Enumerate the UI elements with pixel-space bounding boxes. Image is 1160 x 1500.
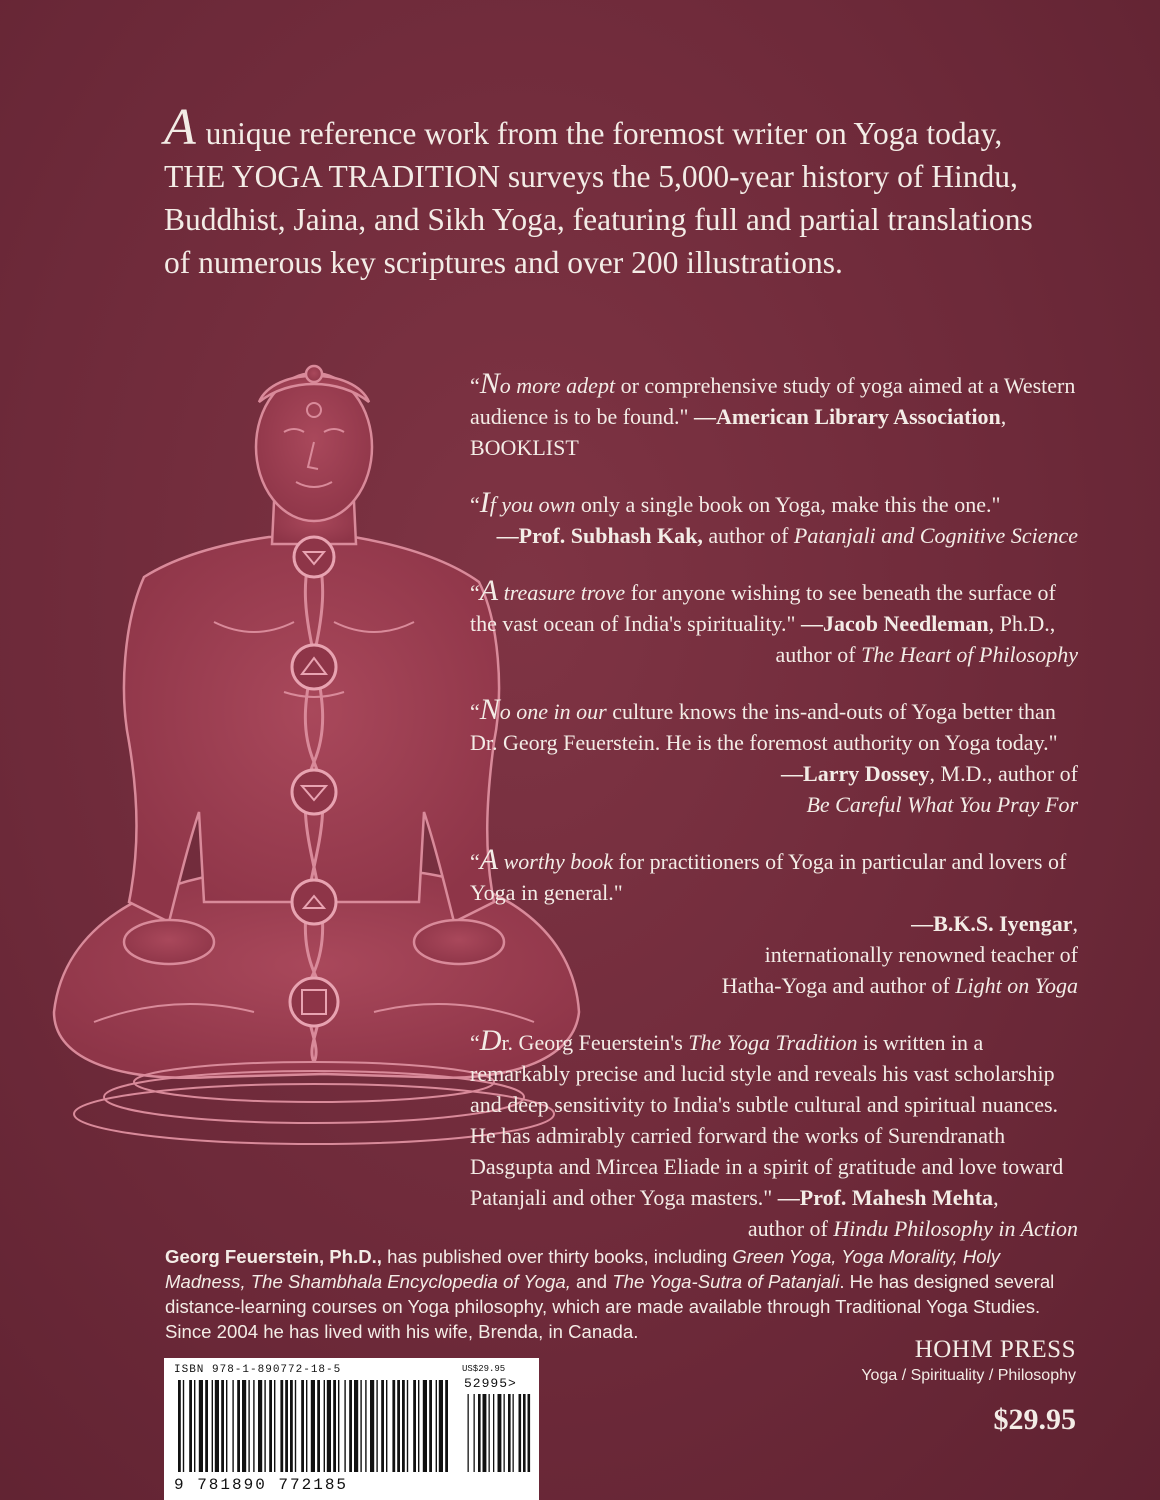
- addon-bar: [504, 1394, 505, 1472]
- barcode-bar: [221, 1380, 224, 1472]
- barcode-bar: [360, 1380, 361, 1472]
- barcode-bar: [215, 1380, 219, 1472]
- barcode-bar: [402, 1380, 405, 1472]
- quote-6-attribution: author of Hindu Philosophy in Action: [747, 1216, 1078, 1241]
- barcode-bar: [226, 1380, 227, 1472]
- barcode-bar: [264, 1380, 265, 1472]
- addon-bar: [498, 1394, 502, 1472]
- barcode-bar: [338, 1380, 339, 1472]
- addon-bar: [519, 1394, 522, 1472]
- barcode-bar: [392, 1380, 395, 1472]
- quote-6: “Dr. Georg Feuerstein's The Yoga Tradition is written in a remarkably precise and lucid style and reveals his vast scholarship and deep sensitivity to India's subtle cultural and spiritual nuances. He has admirably carried forward the works of Surendranath Dasgupta and Mircea Eliade in a spirit of gratitude and love toward Patanjali and other Yoga masters." —Prof. Mahesh Mehta, author of Hindu Philosophy in Action: [470, 1025, 1078, 1244]
- barcode-bar: [333, 1380, 336, 1472]
- barcode-bar: [381, 1380, 384, 1472]
- barcode-bar: [386, 1380, 387, 1472]
- barcode-bar: [178, 1380, 181, 1472]
- barcode-bar: [327, 1380, 331, 1472]
- barcode-bar: [423, 1380, 427, 1472]
- barcode-bar: [269, 1380, 272, 1472]
- addon-bar: [508, 1394, 511, 1472]
- addon-bar: [478, 1394, 481, 1472]
- price-label: $29.95: [993, 1403, 1076, 1436]
- quote-1: “No more adept or comprehensive study of yoga aimed at a Western audience is to be found." —American Library Association, BOOKLIST: [470, 367, 1076, 460]
- barcode-bar: [189, 1380, 192, 1472]
- barcode-bar: [248, 1380, 249, 1472]
- barcode-bars: [178, 1380, 533, 1476]
- barcode-bar: [370, 1380, 374, 1472]
- publisher-block: [861, 1336, 1076, 1437]
- barcode-bar: [344, 1380, 345, 1472]
- addon-bar: [468, 1394, 469, 1472]
- barcode-bar: [306, 1380, 307, 1472]
- quote-4-attribution: —Larry Dossey, M.D., author of Be Careful What You Pray For: [781, 761, 1078, 817]
- barcode-bar: [354, 1380, 358, 1472]
- barcode-bar: [311, 1380, 315, 1472]
- barcode-bar: [290, 1380, 293, 1472]
- barcode-bar: [397, 1380, 400, 1472]
- intro-blurb: [164, 99, 1064, 284]
- barcode-bar: [365, 1380, 366, 1472]
- barcode-digits: 9 781890 772185: [174, 1476, 349, 1494]
- barcode-bar: [436, 1380, 437, 1472]
- barcode-bar: [280, 1380, 283, 1472]
- chakra-heart: [292, 645, 336, 689]
- barcode-bar: [285, 1380, 288, 1472]
- quote-3-attribution: author of The Heart of Philosophy: [775, 642, 1078, 667]
- barcode-bar: [439, 1380, 443, 1472]
- chakra-navel: [292, 770, 336, 814]
- barcode-bar: [242, 1380, 246, 1472]
- quote-4: “No one in our culture knows the ins-and-outs of Yoga better than Dr. Georg Feuerstein. He is the foremost authority on Yoga today." —Larry Dossey, M.D., author of Be Careful What You Pray For: [470, 694, 1078, 820]
- barcode-bar: [194, 1380, 195, 1472]
- chakra-root: [290, 978, 338, 1026]
- addon-digits: 52995>: [464, 1376, 517, 1391]
- barcode-bar: [301, 1380, 304, 1472]
- barcode-bar: [317, 1380, 320, 1472]
- addon-bar: [513, 1394, 514, 1472]
- head-shape: [256, 373, 372, 521]
- barcode-bar: [237, 1380, 240, 1472]
- quote-2: “If you own only a single book on Yoga, make this the one." —Prof. Subhash Kak, author of Patanjali and Cognitive Science: [470, 487, 1078, 551]
- quote-5: “A worthy book for practitioners of Yoga in particular and lovers of Yoga in general." —B.K.S. Iyengar, internationally renowned teacher of Hatha-Yoga and author of Light on Yoga: [470, 844, 1078, 1001]
- author-bio: Georg Feuerstein, Ph.D., has published over thirty books, including Green Yoga, Yoga Morality, Holy Madness, The Shambhala Encyclopedia of Yoga, and The Yoga-Sutra of Patanjali. He has designed several distance-learning courses on Yoga philosophy, which are made available through Traditional Yoga Studies. Since 2004 he has lived with his wife, Brenda, in Canada.: [165, 1246, 1055, 1342]
- barcode-bar: [413, 1380, 416, 1472]
- barcode-bar: [418, 1380, 419, 1472]
- blurb-dropcap: A: [164, 99, 196, 156]
- barcode-bar: [445, 1380, 448, 1472]
- barcode-bar: [324, 1380, 325, 1472]
- barcode-bar: [429, 1380, 432, 1472]
- barcode-bar: [212, 1380, 213, 1472]
- barcode-bar: [258, 1380, 262, 1472]
- barcode-bar: [183, 1380, 184, 1472]
- barcode-bar: [199, 1380, 203, 1472]
- quote-2-attribution: —Prof. Subhash Kak, author of Patanjali and Cognitive Science: [496, 523, 1078, 548]
- barcode-bar: [376, 1380, 377, 1472]
- addon-bar: [474, 1394, 475, 1472]
- quote-3: “A treasure trove for anyone wishing to see beneath the surface of the vast ocean of India's spirituality." —Jacob Needleman, Ph.D., author of The Heart of Philosophy: [470, 575, 1078, 670]
- publisher-name: HOHM PRESS: [914, 1336, 1076, 1363]
- isbn-text: ISBN 978-1-890772-18-5: [174, 1364, 342, 1376]
- addon-bar: [489, 1394, 490, 1472]
- barcode-bar: [407, 1380, 408, 1472]
- isbn-barcode: [164, 1358, 539, 1500]
- chakra-sacral: [292, 880, 336, 924]
- barcode-bar: [349, 1380, 352, 1472]
- addon-bar: [523, 1394, 526, 1472]
- addon-bar: [528, 1394, 531, 1472]
- chakra-throat: [294, 537, 334, 577]
- torso-shape: [124, 537, 499, 922]
- barcode-bar: [232, 1380, 233, 1472]
- price-code: US$29.95: [462, 1364, 506, 1374]
- barcode-bar: [205, 1380, 208, 1472]
- barcode-bar: [295, 1380, 296, 1472]
- addon-bar: [483, 1394, 487, 1472]
- quote-5-attribution: —B.K.S. Iyengar, internationally renowned teacher of Hatha-Yoga and author of Light on Yoga: [721, 911, 1078, 998]
- blurb-text: unique reference work from the foremost writer on Yoga today, THE YOGA TRADITION surveys the 5,000-year history of Hindu, Buddhist, Jaina, and Sikh Yoga, featuring full and partial translations of numerous key scriptures and over 200 illustrations.: [164, 116, 1033, 280]
- addon-bar: [493, 1394, 494, 1472]
- category-label: Yoga / Spirituality / Philosophy: [861, 1367, 1076, 1384]
- endorsements: [470, 368, 1078, 1268]
- barcode-bar: [253, 1380, 254, 1472]
- barcode-bar: [274, 1380, 275, 1472]
